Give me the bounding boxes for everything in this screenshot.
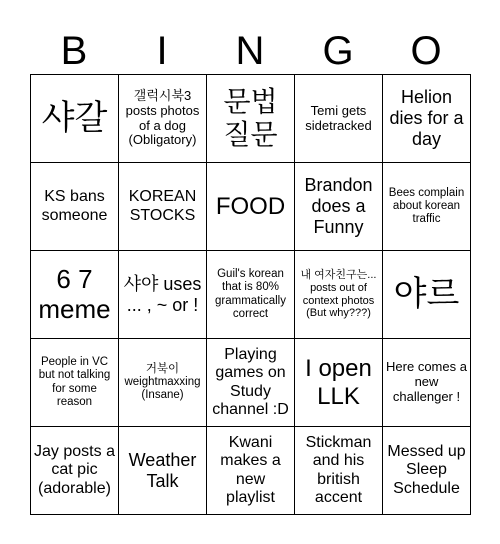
- bingo-cell[interactable]: FOOD: [207, 163, 295, 251]
- bingo-cell[interactable]: 야르: [383, 251, 471, 339]
- header-letter-o: O: [410, 29, 442, 73]
- bingo-cell[interactable]: Brandon does a Funny: [295, 163, 383, 251]
- bingo-cell[interactable]: 6 7 meme: [31, 251, 119, 339]
- header-letter-b: B: [60, 29, 88, 73]
- bingo-cell[interactable]: Stickman and his british accent: [295, 427, 383, 515]
- bingo-cell[interactable]: 내 여자친구는... posts out of context photos (But why???): [295, 251, 383, 339]
- board-row-4: [31, 339, 471, 427]
- bingo-cell[interactable]: People in VC but not talking for some reason: [31, 339, 119, 427]
- board-row-3: [31, 251, 471, 339]
- bingo-header: [30, 28, 470, 74]
- bingo-cell[interactable]: Helion dies for a day: [383, 75, 471, 163]
- board-row-5: [31, 427, 471, 515]
- header-letter-n: N: [235, 29, 265, 73]
- bingo-cell[interactable]: KOREAN STOCKS: [119, 163, 207, 251]
- bingo-cell[interactable]: Jay posts a cat pic (adorable): [31, 427, 119, 515]
- bingo-cell[interactable]: I open LLK: [295, 339, 383, 427]
- bingo-cell[interactable]: Temi gets sidetracked: [295, 75, 383, 163]
- bingo-cell[interactable]: Weather Talk: [119, 427, 207, 515]
- board-row-2: [31, 163, 471, 251]
- header-letter-i: I: [156, 29, 168, 73]
- bingo-cell[interactable]: Bees complain about korean traffic: [383, 163, 471, 251]
- bingo-cell[interactable]: Messed up Sleep Schedule: [383, 427, 471, 515]
- bingo-cell[interactable]: Playing games on Study channel :D: [207, 339, 295, 427]
- bingo-cell[interactable]: KS bans someone: [31, 163, 119, 251]
- bingo-cell[interactable]: Here comes a new challenger !: [383, 339, 471, 427]
- bingo-cell[interactable]: Kwani makes a new playlist: [207, 427, 295, 515]
- bingo-cell[interactable]: 갤럭시북3 posts photos of a dog (Obligatory): [119, 75, 207, 163]
- bingo-cell[interactable]: 거북이 weightmaxxing (Insane): [119, 339, 207, 427]
- bingo-board: [30, 74, 471, 515]
- bingo-cell[interactable]: 샤야 uses ... , ~ or !: [119, 251, 207, 339]
- board-row-1: [31, 75, 471, 163]
- bingo-cell[interactable]: 샤갈: [31, 75, 119, 163]
- header-letter-g: G: [322, 29, 354, 73]
- bingo-cell[interactable]: Guil's korean that is 80% grammatically correct: [207, 251, 295, 339]
- bingo-cell[interactable]: 문법 질문: [207, 75, 295, 163]
